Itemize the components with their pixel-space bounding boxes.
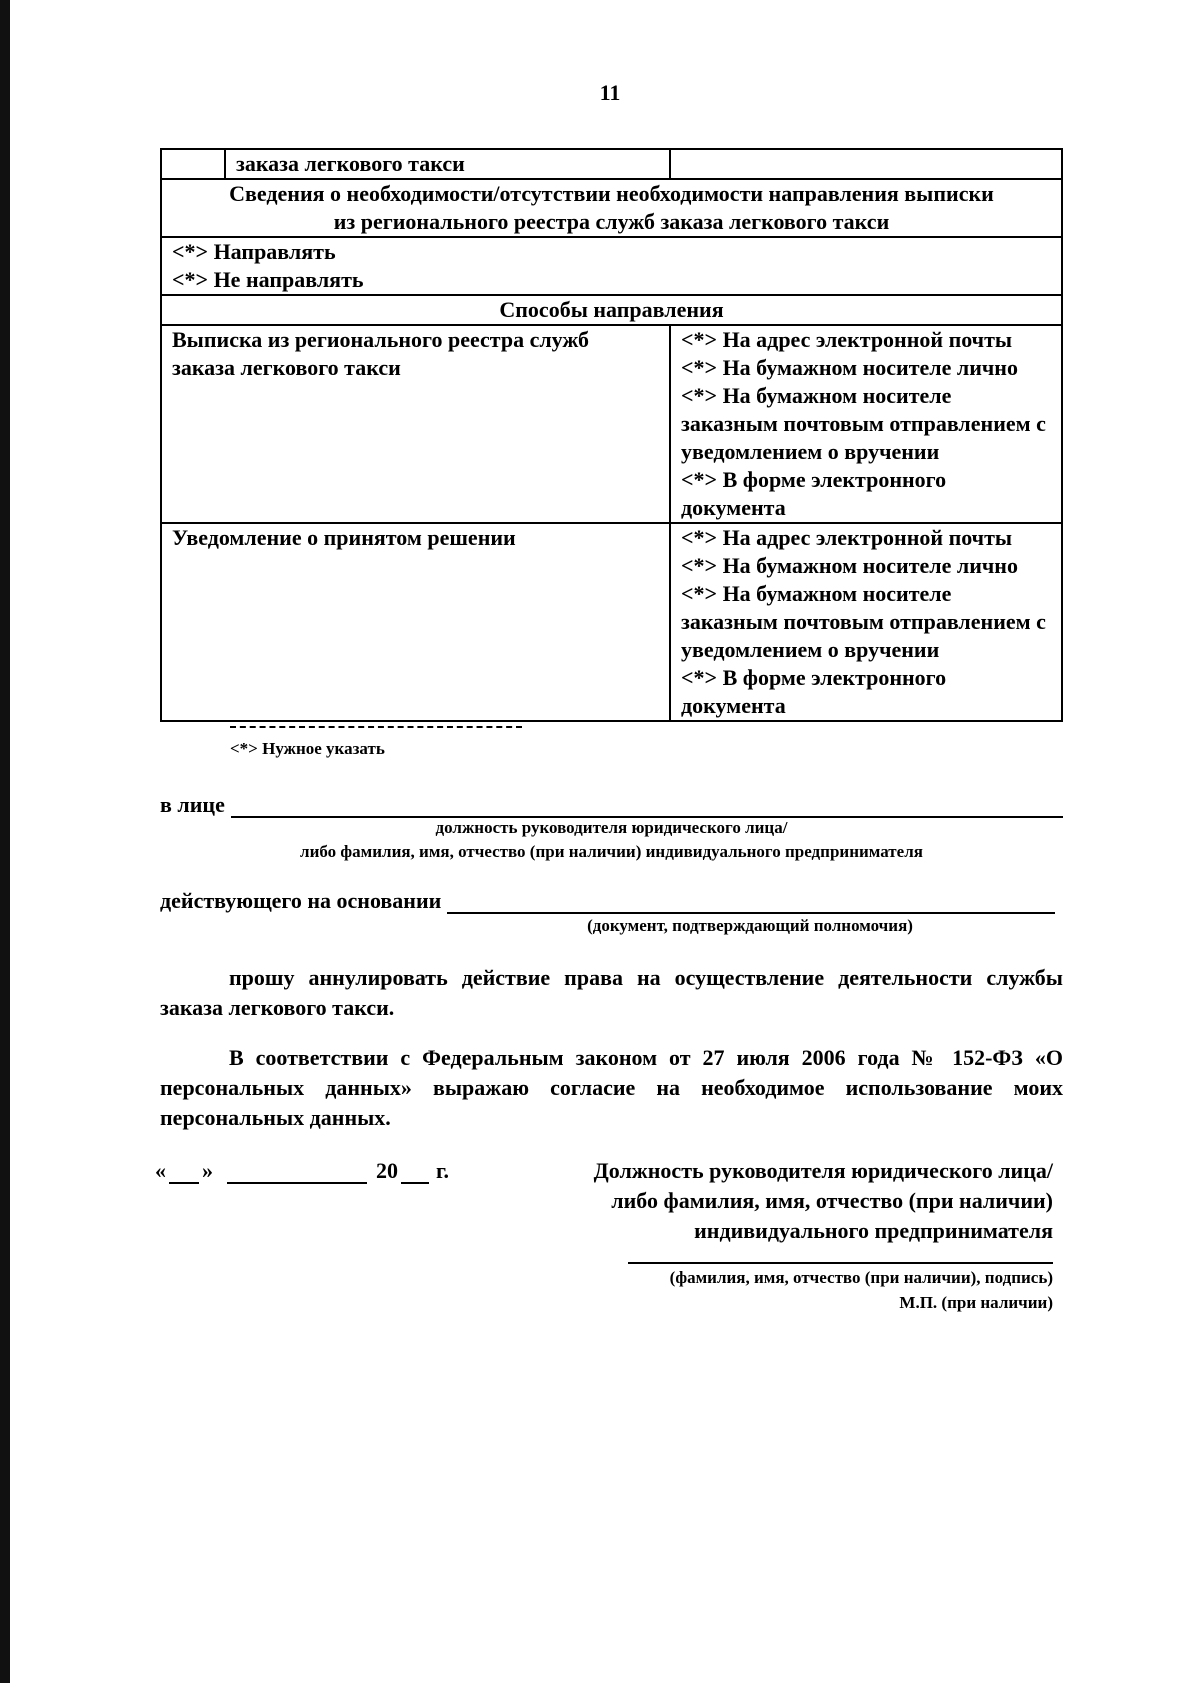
- basis-label: действующего на основании: [160, 888, 442, 913]
- notice-methods: <*> На адрес электронной почты <*> На бумажном носителе лично <*> На бумажном носителе заказным почтовым отправлением с уведомлением о вручении <*> В форме электронного документа: [670, 523, 1062, 721]
- table-row: [161, 237, 1062, 295]
- footnote-divider: [230, 726, 522, 728]
- basis-row: [160, 888, 1055, 914]
- date-open-quote: «: [155, 1158, 166, 1183]
- basis-field[interactable]: [447, 890, 1055, 914]
- table-cell-empty: [670, 149, 1062, 179]
- request-table: [160, 148, 1063, 722]
- month-field[interactable]: [227, 1162, 367, 1184]
- section-title-send: Сведения о необходимости/отсутствии необходимости направления выписки из регионального реестра служб заказа легкового такси: [161, 179, 1062, 237]
- basis-caption: (документ, подтверждающий полномочия): [587, 916, 913, 935]
- option-not-send: <*> Не направлять: [172, 267, 364, 292]
- page-number: 11: [599, 80, 621, 105]
- section-title-methods: Способы направления: [161, 295, 1062, 325]
- annulment-paragraph: прошу аннулировать действие права на осуществление деятельности службы заказа легкового такси.: [160, 965, 1063, 1020]
- in-person-field[interactable]: [231, 794, 1063, 818]
- send-options: [161, 237, 1062, 295]
- scan-edge: [0, 0, 10, 1683]
- table-row: [161, 149, 1062, 179]
- year-suffix: г.: [436, 1158, 450, 1183]
- day-field[interactable]: [169, 1162, 199, 1184]
- row-text: заказа легкового такси: [236, 151, 465, 176]
- signature-field[interactable]: [628, 1262, 1053, 1264]
- consent-paragraph: В соответствии с Федеральным законом от 27 июля 2006 года № 152-ФЗ «О персональных данных» выражаю согласие на необходимое использование моих персональных данных.: [160, 1045, 1063, 1130]
- date-close-quote: »: [202, 1158, 213, 1183]
- extract-methods: <*> На адрес электронной почты <*> На бумажном носителе лично <*> На бумажном носителе заказным почтовым отправлением с уведомлением о вручении <*> В форме электронного документа: [670, 325, 1062, 523]
- year-field[interactable]: [401, 1162, 429, 1184]
- table-cell-stub: [162, 150, 226, 178]
- in-person-caption: должность руководителя юридического лица/ либо фамилия, имя, отчество (при наличии) индивидуального предпринимателя: [300, 818, 923, 861]
- footnote: <*> Нужное указать: [230, 739, 385, 758]
- year-prefix: 20: [376, 1158, 398, 1183]
- date-line: [155, 1158, 449, 1184]
- signature-title: Должность руководителя юридического лица/ либо фамилия, имя, отчество (при наличии) индивидуального предпринимателя: [593, 1158, 1053, 1243]
- table-row: [161, 523, 1062, 721]
- option-send: <*> Направлять: [172, 239, 336, 264]
- in-person-row: [160, 792, 1063, 818]
- table-cell: [161, 149, 670, 179]
- table-row: [161, 179, 1062, 237]
- notice-label: Уведомление о принятом решении: [161, 523, 670, 721]
- table-row: [161, 295, 1062, 325]
- in-person-label: в лице: [160, 792, 225, 817]
- table-row: [161, 325, 1062, 523]
- extract-label: Выписка из регионального реестра служб заказа легкового такси: [161, 325, 670, 523]
- signature-caption: (фамилия, имя, отчество (при наличии), подпись) М.П. (при наличии): [669, 1268, 1053, 1312]
